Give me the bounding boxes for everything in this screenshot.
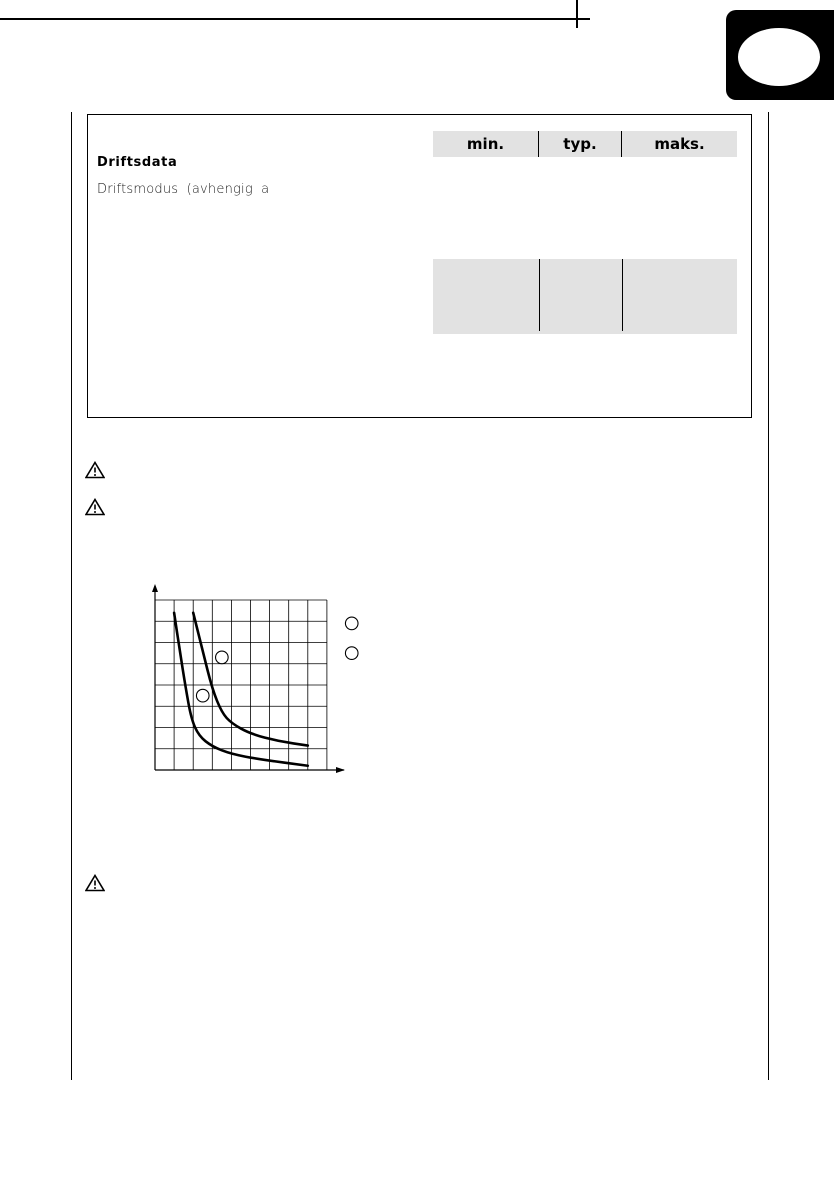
y-axis-arrow xyxy=(152,584,158,592)
top-tick xyxy=(576,0,578,28)
table-header xyxy=(433,131,737,157)
right-margin-rule xyxy=(768,112,769,1080)
header-maks: maks. xyxy=(654,135,705,153)
table-divider xyxy=(539,259,540,331)
chart-axes xyxy=(152,584,345,773)
callout-marker xyxy=(216,651,229,664)
warning-triangle-icon xyxy=(85,874,105,892)
language-tab xyxy=(726,10,834,100)
warning-triangle-icon xyxy=(85,461,105,479)
table-body xyxy=(433,259,737,334)
table-divider xyxy=(622,259,623,331)
header-min: min. xyxy=(433,131,539,157)
callout-marker xyxy=(196,689,209,702)
section-description: Driftsmodus (avhengig a xyxy=(97,182,270,197)
warning-triangle-icon xyxy=(85,498,105,516)
left-margin-rule xyxy=(71,112,72,1080)
curve-chart xyxy=(130,580,370,780)
header-typ: typ. xyxy=(539,131,622,157)
x-axis-arrow xyxy=(336,767,345,773)
section-title: Driftsdata xyxy=(97,155,178,170)
callout-marker xyxy=(345,617,358,630)
language-oval xyxy=(738,28,820,86)
chart-series xyxy=(174,613,308,766)
chart-markers xyxy=(196,617,358,702)
top-rule xyxy=(0,18,590,20)
callout-marker xyxy=(345,647,358,660)
